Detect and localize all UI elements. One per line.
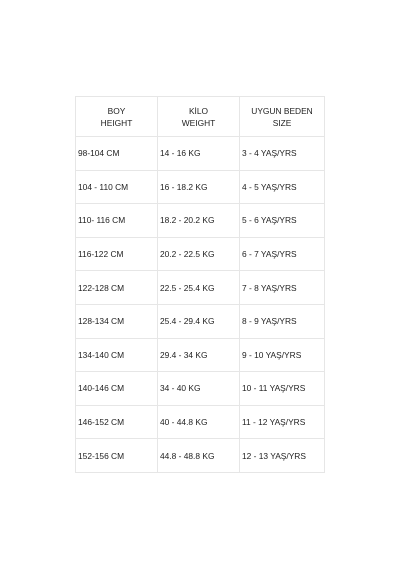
size-cell: 12 - 13 YAŞ/YRS [240, 439, 325, 473]
height-cell: 122-128 CM [76, 271, 158, 305]
size-cell: 4 - 5 YAŞ/YRS [240, 170, 325, 204]
header-weight-tr: KİLO [188, 105, 209, 116]
table-row [76, 237, 325, 271]
height-cell: 134-140 CM [76, 338, 158, 372]
weight-cell: 25.4 - 29.4 KG [158, 304, 240, 338]
height-cell: 128-134 CM [76, 304, 158, 338]
size-cell: 11 - 12 YAŞ/YRS [240, 405, 325, 439]
size-cell: 8 - 9 YAŞ/YRS [240, 304, 325, 338]
header-height-tr: BOY [107, 105, 126, 116]
table-row [76, 338, 325, 372]
table-row [76, 405, 325, 439]
size-cell: 3 - 4 YAŞ/YRS [240, 137, 325, 171]
weight-cell: 40 - 44.8 KG [158, 405, 240, 439]
size-cell: 7 - 8 YAŞ/YRS [240, 271, 325, 305]
size-chart-table [75, 96, 325, 473]
weight-cell: 20.2 - 22.5 KG [158, 237, 240, 271]
header-size-en: SIZE [272, 117, 292, 128]
header-weight-en: WEIGHT [181, 117, 216, 128]
header-height-en: HEIGHT [100, 117, 133, 128]
header-size-tr: UYGUN BEDEN [251, 105, 313, 116]
height-cell: 116-122 CM [76, 237, 158, 271]
table-row [76, 204, 325, 238]
size-chart-body [76, 137, 325, 473]
table-row [76, 137, 325, 171]
weight-cell: 18.2 - 20.2 KG [158, 204, 240, 238]
height-cell: 152-156 CM [76, 439, 158, 473]
weight-cell: 44.8 - 48.8 KG [158, 439, 240, 473]
height-cell: 110- 116 CM [76, 204, 158, 238]
size-cell: 9 - 10 YAŞ/YRS [240, 338, 325, 372]
table-row [76, 170, 325, 204]
weight-cell: 22.5 - 25.4 KG [158, 271, 240, 305]
size-cell: 10 - 11 YAŞ/YRS [240, 372, 325, 406]
size-chart-header [76, 97, 325, 137]
weight-cell: 16 - 18.2 KG [158, 170, 240, 204]
weight-cell: 29.4 - 34 KG [158, 338, 240, 372]
weight-cell: 34 - 40 KG [158, 372, 240, 406]
table-row [76, 271, 325, 305]
header-weight [158, 97, 240, 137]
size-cell: 5 - 6 YAŞ/YRS [240, 204, 325, 238]
weight-cell: 14 - 16 KG [158, 137, 240, 171]
table-row [76, 439, 325, 473]
header-size [240, 97, 325, 137]
table-row [76, 304, 325, 338]
table-row [76, 372, 325, 406]
height-cell: 146-152 CM [76, 405, 158, 439]
header-row [76, 97, 325, 137]
size-cell: 6 - 7 YAŞ/YRS [240, 237, 325, 271]
header-height [76, 97, 158, 137]
height-cell: 104 - 110 CM [76, 170, 158, 204]
height-cell: 140-146 CM [76, 372, 158, 406]
height-cell: 98-104 CM [76, 137, 158, 171]
